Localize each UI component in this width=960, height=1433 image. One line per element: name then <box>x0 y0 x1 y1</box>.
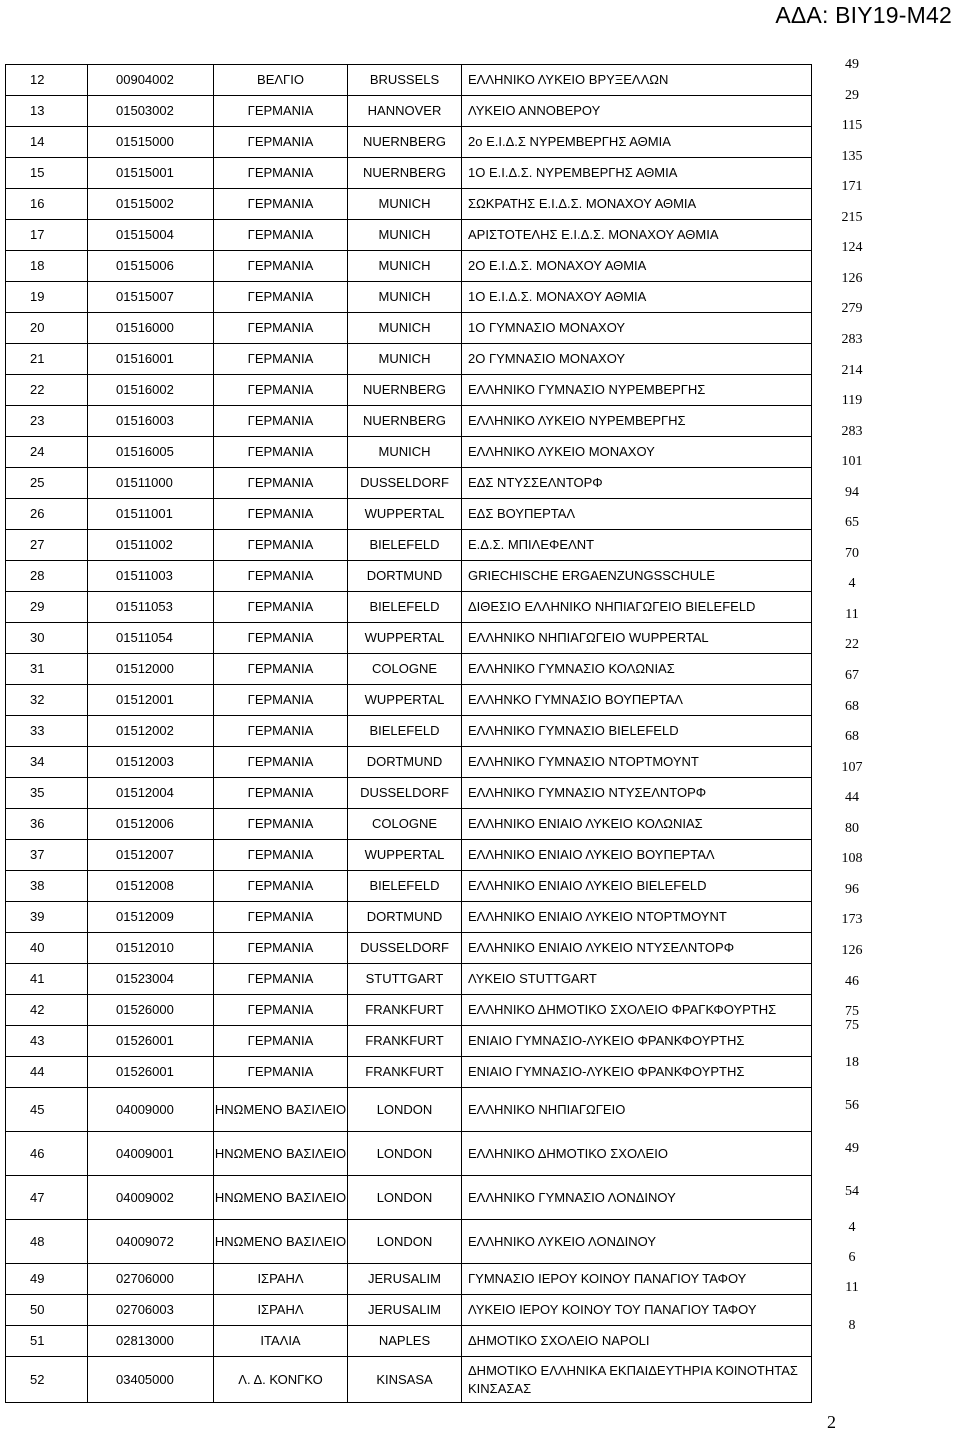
table-row <box>6 1088 812 1132</box>
table-row <box>6 220 812 251</box>
student-count: 4 <box>848 1220 856 1235</box>
student-count: 96 <box>845 882 859 897</box>
student-count: 68 <box>845 729 859 744</box>
city-cell: WUPPERTAL <box>348 840 462 871</box>
city-cell: MUNICH <box>348 437 462 468</box>
school-name-cell: ΔΗΜΟΤΙΚΟ ΕΛΛΗΝΙΚΑ ΕΚΠΑΙΔΕΥΤΗΡΙΑ ΚΟΙΝΟΤΗΤΑΣ ΚΙΝΣΑΣΑΣ <box>462 1357 812 1403</box>
country-cell: ΙΣΡΑΗΛ <box>214 1295 348 1326</box>
student-count: 215 <box>841 210 863 225</box>
row-number-cell: 16 <box>6 189 88 220</box>
city-cell: FRANKFURT <box>348 995 462 1026</box>
city-cell: MUNICH <box>348 313 462 344</box>
table-row <box>6 1026 812 1057</box>
student-count: 70 <box>845 546 859 561</box>
student-count: 135 <box>841 149 863 164</box>
school-name-cell: ΕΛΛΗΝΙΚΟ ΝΗΠΙΑΓΩΓΕΙΟ <box>462 1088 812 1132</box>
city-cell: NUERNBERG <box>348 406 462 437</box>
row-number-cell: 36 <box>6 809 88 840</box>
school-name-cell: 1Ο Ε.Ι.Δ.Σ. ΝΥΡΕΜΒΕΡΓΗΣ ΑΘΜΙΑ <box>462 158 812 189</box>
row-number-cell: 21 <box>6 344 88 375</box>
country-cell: ΙΤΑΛΙΑ <box>214 1326 348 1357</box>
row-number-cell: 47 <box>6 1176 88 1220</box>
table-row <box>6 344 812 375</box>
table-row <box>6 747 812 778</box>
school-code-cell: 01503002 <box>88 96 214 127</box>
country-cell: ΓΕΡΜΑΝΙΑ <box>214 1026 348 1057</box>
school-code-cell: 01515001 <box>88 158 214 189</box>
student-count: 29 <box>845 88 859 103</box>
school-code-cell: 01512008 <box>88 871 214 902</box>
school-code-cell: 01512003 <box>88 747 214 778</box>
city-cell: LONDON <box>348 1176 462 1220</box>
table-row <box>6 1132 812 1176</box>
country-cell: ΓΕΡΜΑΝΙΑ <box>214 499 348 530</box>
school-name-cell: ΛΥΚΕΙΟ ΙΕΡΟΥ ΚΟΙΝΟΥ ΤΟΥ ΠΑΝΑΓΙΟΥ ΤΑΦΟΥ <box>462 1295 812 1326</box>
row-number-cell: 19 <box>6 282 88 313</box>
row-number-cell: 20 <box>6 313 88 344</box>
country-cell: ΗΝΩΜΕΝΟ ΒΑΣΙΛΕΙΟ <box>214 1176 348 1220</box>
city-cell: WUPPERTAL <box>348 685 462 716</box>
school-name-cell: ΕΝΙΑΙΟ ΓΥΜΝΑΣΙΟ-ΛΥΚΕΙΟ ΦΡΑΝΚΦΟΥΡΤΗΣ <box>462 1026 812 1057</box>
country-cell: ΓΕΡΜΑΝΙΑ <box>214 840 348 871</box>
row-number-cell: 29 <box>6 592 88 623</box>
country-cell: ΓΕΡΜΑΝΙΑ <box>214 158 348 189</box>
school-name-cell: ΕΛΛΗΝΚΟ ΓΥΜΝΑΣΙΟ ΒΟΥΠΕΡΤΑΛ <box>462 685 812 716</box>
city-cell: HANNOVER <box>348 96 462 127</box>
country-cell: ΗΝΩΜΕΝΟ ΒΑΣΙΛΕΙΟ <box>214 1220 348 1264</box>
student-count: 54 <box>845 1183 859 1199</box>
school-code-cell: 01523004 <box>88 964 214 995</box>
school-name-cell: ΕΛΛΗΝΙΚΟ ΕΝΙΑΙΟ ΛΥΚΕΙΟ BIELEFELD <box>462 871 812 902</box>
student-count: 22 <box>845 637 859 652</box>
table-row <box>6 964 812 995</box>
country-cell: ΓΕΡΜΑΝΙΑ <box>214 437 348 468</box>
country-cell: ΗΝΩΜΕΝΟ ΒΑΣΙΛΕΙΟ <box>214 1088 348 1132</box>
school-name-cell: ΔΗΜΟΤΙΚΟ ΣΧΟΛΕΙΟ NAPOLI <box>462 1326 812 1357</box>
country-cell: ΓΕΡΜΑΝΙΑ <box>214 902 348 933</box>
student-count: 8 <box>848 1317 856 1333</box>
table-row <box>6 282 812 313</box>
table-row <box>6 933 812 964</box>
school-name-cell: ΕΛΛΗΝΙΚΟ ΓΥΜΝΑΣΙΟ ΝΤΟΡΤΜΟΥΝΤ <box>462 747 812 778</box>
school-code-cell: 03405000 <box>88 1357 214 1403</box>
school-code-cell: 01512000 <box>88 654 214 685</box>
school-code-cell: 01516002 <box>88 375 214 406</box>
student-count: 11 <box>845 607 859 622</box>
student-count: 283 <box>841 424 863 439</box>
school-code-cell: 01515004 <box>88 220 214 251</box>
school-name-cell: ΕΛΛΗΝΙΚΟ ΔΗΜΟΤΙΚΟ ΣΧΟΛΕΙΟ ΦΡΑΓΚΦΟΥΡΤΗΣ <box>462 995 812 1026</box>
school-name-cell: ΕΝΙΑΙΟ ΓΥΜΝΑΣΙΟ-ΛΥΚΕΙΟ ΦΡΑΝΚΦΟΥΡΤΗΣ <box>462 1057 812 1088</box>
city-cell: FRANKFURT <box>348 1026 462 1057</box>
student-count: 126 <box>841 271 863 286</box>
table-row <box>6 654 812 685</box>
school-name-cell: ΕΛΛΗΝΙΚΟ ΛΥΚΕΙΟ ΜΟΝΑΧΟΥ <box>462 437 812 468</box>
city-cell: NUERNBERG <box>348 375 462 406</box>
school-name-cell: ΕΛΛΗΝΙΚΟ ΓΥΜΝΑΣΙΟ ΛΟΝΔΙΝΟΥ <box>462 1176 812 1220</box>
row-number-cell: 48 <box>6 1220 88 1264</box>
student-count: 283 <box>841 332 863 347</box>
student-count: 67 <box>845 668 859 683</box>
school-code-cell: 01515000 <box>88 127 214 158</box>
row-number-cell: 43 <box>6 1026 88 1057</box>
school-name-cell: ΕΛΛΗΝΙΚΟ ΓΥΜΝΑΣΙΟ BIELEFELD <box>462 716 812 747</box>
city-cell: MUNICH <box>348 344 462 375</box>
school-code-cell: 01526000 <box>88 995 214 1026</box>
row-number-cell: 44 <box>6 1057 88 1088</box>
school-code-cell: 04009072 <box>88 1220 214 1264</box>
school-name-cell: 1Ο ΓΥΜΝΑΣΙΟ ΜΟΝΑΧΟΥ <box>462 313 812 344</box>
table-row <box>6 468 812 499</box>
table-row <box>6 592 812 623</box>
school-name-cell: ΕΛΛΗΝΙΚΟ ΓΥΜΝΑΣΙΟ ΚΟΛΩΝΙΑΣ <box>462 654 812 685</box>
student-count: 171 <box>841 179 863 194</box>
table-row <box>6 127 812 158</box>
school-name-cell: ΕΛΛΗΝΙΚΟ ΛΥΚΕΙΟ ΛΟΝΔΙΝΟΥ <box>462 1220 812 1264</box>
student-count: 124 <box>841 240 863 255</box>
country-cell: ΓΕΡΜΑΝΙΑ <box>214 809 348 840</box>
table-row <box>6 499 812 530</box>
city-cell: KINSASA <box>348 1357 462 1403</box>
row-number-cell: 27 <box>6 530 88 561</box>
school-code-cell: 01511002 <box>88 530 214 561</box>
country-cell: ΓΕΡΜΑΝΙΑ <box>214 530 348 561</box>
student-count: 119 <box>841 393 863 408</box>
country-cell: ΓΕΡΜΑΝΙΑ <box>214 871 348 902</box>
country-cell: ΓΕΡΜΑΝΙΑ <box>214 251 348 282</box>
row-number-cell: 22 <box>6 375 88 406</box>
table-row <box>6 561 812 592</box>
country-cell: ΓΕΡΜΑΝΙΑ <box>214 654 348 685</box>
table-row <box>6 65 812 96</box>
city-cell: WUPPERTAL <box>348 623 462 654</box>
ada-header: ΑΔΑ: ΒΙΥ19-Μ42 <box>775 2 952 28</box>
school-code-cell: 01511000 <box>88 468 214 499</box>
row-number-cell: 18 <box>6 251 88 282</box>
student-count: 101 <box>841 454 863 469</box>
student-count: 75 <box>845 1004 859 1019</box>
school-code-cell: 01511054 <box>88 623 214 654</box>
row-number-cell: 46 <box>6 1132 88 1176</box>
school-name-cell: 2ο Ε.Ι.Δ.Σ ΝΥΡΕΜΒΕΡΓΗΣ ΑΘΜΙΑ <box>462 127 812 158</box>
school-name-cell: ΕΛΛΗΝΙΚΟ ΛΥΚΕΙΟ ΝΥΡΕΜΒΕΡΓΗΣ <box>462 406 812 437</box>
student-count: 75 <box>845 1018 859 1033</box>
country-cell: ΓΕΡΜΑΝΙΑ <box>214 406 348 437</box>
city-cell: MUNICH <box>348 251 462 282</box>
school-code-cell: 02813000 <box>88 1326 214 1357</box>
country-cell: ΓΕΡΜΑΝΙΑ <box>214 344 348 375</box>
table-row <box>6 809 812 840</box>
schools-table <box>5 64 812 1403</box>
country-cell: ΙΣΡΑΗΛ <box>214 1264 348 1295</box>
school-name-cell: ΕΛΛΗΝΙΚΟ ΔΗΜΟΤΙΚΟ ΣΧΟΛΕΙΟ <box>462 1132 812 1176</box>
row-number-cell: 37 <box>6 840 88 871</box>
table-row <box>6 96 812 127</box>
country-cell: ΓΕΡΜΑΝΙΑ <box>214 778 348 809</box>
school-code-cell: 01511053 <box>88 592 214 623</box>
student-count: 56 <box>845 1097 859 1113</box>
school-code-cell: 01515002 <box>88 189 214 220</box>
student-count: 6 <box>848 1250 856 1265</box>
city-cell: BIELEFELD <box>348 592 462 623</box>
city-cell: DORTMUND <box>348 561 462 592</box>
country-cell: ΓΕΡΜΑΝΙΑ <box>214 189 348 220</box>
student-count: 18 <box>845 1054 859 1070</box>
school-code-cell: 04009001 <box>88 1132 214 1176</box>
table-row <box>6 1326 812 1357</box>
school-name-cell: 2Ο Ε.Ι.Δ.Σ. ΜΟΝΑΧΟΥ ΑΘΜΙΑ <box>462 251 812 282</box>
city-cell: DUSSELDORF <box>348 933 462 964</box>
school-name-cell: ΕΛΛΗΝΙΚΟ ΓΥΜΝΑΣΙΟ ΝΤΥΣΕΛΝΤΟΡΦ <box>462 778 812 809</box>
school-code-cell: 01511001 <box>88 499 214 530</box>
row-number-cell: 42 <box>6 995 88 1026</box>
row-number-cell: 33 <box>6 716 88 747</box>
table-row <box>6 1295 812 1326</box>
school-code-cell: 01515007 <box>88 282 214 313</box>
row-number-cell: 23 <box>6 406 88 437</box>
school-code-cell: 01512006 <box>88 809 214 840</box>
city-cell: DUSSELDORF <box>348 778 462 809</box>
school-code-cell: 01512009 <box>88 902 214 933</box>
city-cell: NAPLES <box>348 1326 462 1357</box>
table-row <box>6 437 812 468</box>
city-cell: COLOGNE <box>348 654 462 685</box>
row-number-cell: 39 <box>6 902 88 933</box>
row-number-cell: 40 <box>6 933 88 964</box>
row-number-cell: 15 <box>6 158 88 189</box>
country-cell: Λ. Δ. ΚΟΝΓΚΟ <box>214 1357 348 1403</box>
school-name-cell: ΛΥΚΕΙΟ ΑΝΝΟΒΕΡΟΥ <box>462 96 812 127</box>
school-name-cell: ΕΛΛΗΝΙΚΟ ΕΝΙΑΙΟ ΛΥΚΕΙΟ ΒΟΥΠΕΡΤΑΛ <box>462 840 812 871</box>
row-number-cell: 52 <box>6 1357 88 1403</box>
row-number-cell: 30 <box>6 623 88 654</box>
table-row <box>6 840 812 871</box>
school-code-cell: 01512002 <box>88 716 214 747</box>
table-row <box>6 995 812 1026</box>
school-code-cell: 01526001 <box>88 1057 214 1088</box>
country-cell: ΓΕΡΜΑΝΙΑ <box>214 747 348 778</box>
row-number-cell: 12 <box>6 65 88 96</box>
school-name-cell: ΕΔΣ ΝΤΥΣΣΕΛΝΤΟΡΦ <box>462 468 812 499</box>
table-row <box>6 1357 812 1403</box>
row-number-cell: 14 <box>6 127 88 158</box>
student-count: 126 <box>841 943 863 958</box>
school-name-cell: ΕΛΛΗΝΙΚΟ ΓΥΜΝΑΣΙΟ ΝΥΡΕΜΒΕΡΓΗΣ <box>462 375 812 406</box>
school-name-cell: ΕΛΛΗΝΙΚΟ ΝΗΠΙΑΓΩΓΕΙΟ WUPPERTAL <box>462 623 812 654</box>
school-name-cell: ΓΥΜΝΑΣΙΟ ΙΕΡΟΥ ΚΟΙΝΟΥ ΠΑΝΑΓΙΟΥ ΤΑΦΟΥ <box>462 1264 812 1295</box>
table-row <box>6 251 812 282</box>
school-code-cell: 01516000 <box>88 313 214 344</box>
country-cell: ΓΕΡΜΑΝΙΑ <box>214 375 348 406</box>
row-number-cell: 49 <box>6 1264 88 1295</box>
school-code-cell: 01516003 <box>88 406 214 437</box>
city-cell: DUSSELDORF <box>348 468 462 499</box>
row-number-cell: 25 <box>6 468 88 499</box>
table-row <box>6 716 812 747</box>
table-row <box>6 685 812 716</box>
city-cell: BRUSSELS <box>348 65 462 96</box>
student-count: 44 <box>845 790 859 805</box>
school-name-cell: ΕΛΛΗΝΙΚΟ ΛΥΚΕΙΟ ΒΡΥΞΕΛΛΩΝ <box>462 65 812 96</box>
table-row <box>6 778 812 809</box>
student-count: 214 <box>841 363 863 378</box>
country-cell: ΓΕΡΜΑΝΙΑ <box>214 964 348 995</box>
school-code-cell: 00904002 <box>88 65 214 96</box>
row-number-cell: 41 <box>6 964 88 995</box>
city-cell: FRANKFURT <box>348 1057 462 1088</box>
city-cell: NUERNBERG <box>348 158 462 189</box>
school-name-cell: ΔΙΘΕΣΙΟ ΕΛΛΗΝΙΚΟ ΝΗΠΙΑΓΩΓΕΙΟ BIELEFELD <box>462 592 812 623</box>
school-name-cell: ΕΔΣ ΒΟΥΠΕΡΤΑΛ <box>462 499 812 530</box>
city-cell: COLOGNE <box>348 809 462 840</box>
country-cell: ΓΕΡΜΑΝΙΑ <box>214 933 348 964</box>
table-row <box>6 623 812 654</box>
table-row <box>6 1264 812 1295</box>
row-number-cell: 26 <box>6 499 88 530</box>
student-count: 173 <box>841 912 863 927</box>
city-cell: LONDON <box>348 1132 462 1176</box>
country-cell: ΓΕΡΜΑΝΙΑ <box>214 282 348 313</box>
city-cell: MUNICH <box>348 220 462 251</box>
school-code-cell: 01512001 <box>88 685 214 716</box>
table-row <box>6 871 812 902</box>
student-count: 68 <box>845 699 859 714</box>
city-cell: JERUSALIM <box>348 1295 462 1326</box>
country-cell: ΓΕΡΜΑΝΙΑ <box>214 96 348 127</box>
table-row <box>6 530 812 561</box>
city-cell: MUNICH <box>348 189 462 220</box>
country-cell: ΓΕΡΜΑΝΙΑ <box>214 685 348 716</box>
city-cell: BIELEFELD <box>348 716 462 747</box>
country-cell: ΗΝΩΜΕΝΟ ΒΑΣΙΛΕΙΟ <box>214 1132 348 1176</box>
school-code-cell: 01516005 <box>88 437 214 468</box>
country-cell: ΓΕΡΜΑΝΙΑ <box>214 995 348 1026</box>
city-cell: LONDON <box>348 1220 462 1264</box>
row-number-cell: 32 <box>6 685 88 716</box>
school-name-cell: 1Ο Ε.Ι.Δ.Σ. ΜΟΝΑΧΟΥ ΑΘΜΙΑ <box>462 282 812 313</box>
student-count: 94 <box>845 485 859 500</box>
row-number-cell: 28 <box>6 561 88 592</box>
country-cell: ΓΕΡΜΑΝΙΑ <box>214 623 348 654</box>
school-name-cell: ΕΛΛΗΝΙΚΟ ΕΝΙΑΙΟ ΛΥΚΕΙΟ ΝΤΟΡΤΜΟΥΝΤ <box>462 902 812 933</box>
row-number-cell: 17 <box>6 220 88 251</box>
student-count: 108 <box>841 851 863 866</box>
school-code-cell: 02706003 <box>88 1295 214 1326</box>
row-number-cell: 24 <box>6 437 88 468</box>
school-code-cell: 04009000 <box>88 1088 214 1132</box>
city-cell: WUPPERTAL <box>348 499 462 530</box>
school-name-cell: GRIECHISCHE ERGAENZUNGSSCHULE <box>462 561 812 592</box>
country-cell: ΓΕΡΜΑΝΙΑ <box>214 127 348 158</box>
student-count: 80 <box>845 821 859 836</box>
school-code-cell: 01526001 <box>88 1026 214 1057</box>
student-count: 49 <box>845 57 859 72</box>
city-cell: STUTTGART <box>348 964 462 995</box>
city-cell: NUERNBERG <box>348 127 462 158</box>
city-cell: BIELEFELD <box>348 871 462 902</box>
row-number-cell: 38 <box>6 871 88 902</box>
table-row <box>6 313 812 344</box>
school-name-cell: Ε.Δ.Σ. ΜΠΙΛΕΦΕΛΝΤ <box>462 530 812 561</box>
row-number-cell: 35 <box>6 778 88 809</box>
country-cell: ΓΕΡΜΑΝΙΑ <box>214 1057 348 1088</box>
city-cell: DORTMUND <box>348 902 462 933</box>
school-code-cell: 02706000 <box>88 1264 214 1295</box>
school-name-cell: ΣΩΚΡΑΤΗΣ Ε.Ι.Δ.Σ. ΜΟΝΑΧΟΥ ΑΘΜΙΑ <box>462 189 812 220</box>
table-row <box>6 189 812 220</box>
school-code-cell: 01515006 <box>88 251 214 282</box>
student-count: 46 <box>845 974 859 989</box>
row-number-cell: 51 <box>6 1326 88 1357</box>
table-row <box>6 1057 812 1088</box>
row-number-cell: 13 <box>6 96 88 127</box>
country-cell: ΓΕΡΜΑΝΙΑ <box>214 313 348 344</box>
school-name-cell: ΑΡΙΣΤΟΤΕΛΗΣ Ε.Ι.Δ.Σ. ΜΟΝΑΧΟΥ ΑΘΜΙΑ <box>462 220 812 251</box>
country-cell: ΓΕΡΜΑΝΙΑ <box>214 716 348 747</box>
city-cell: DORTMUND <box>348 747 462 778</box>
school-name-cell: 2Ο ΓΥΜΝΑΣΙΟ ΜΟΝΑΧΟΥ <box>462 344 812 375</box>
row-number-cell: 31 <box>6 654 88 685</box>
country-cell: ΒΕΛΓΙΟ <box>214 65 348 96</box>
table-row <box>6 375 812 406</box>
country-cell: ΓΕΡΜΑΝΙΑ <box>214 468 348 499</box>
school-code-cell: 01511003 <box>88 561 214 592</box>
city-cell: JERUSALIM <box>348 1264 462 1295</box>
school-code-cell: 04009002 <box>88 1176 214 1220</box>
country-cell: ΓΕΡΜΑΝΙΑ <box>214 592 348 623</box>
student-count: 49 <box>845 1140 859 1156</box>
table-row <box>6 1220 812 1264</box>
table-row <box>6 902 812 933</box>
row-number-cell: 34 <box>6 747 88 778</box>
country-cell: ΓΕΡΜΑΝΙΑ <box>214 561 348 592</box>
school-code-cell: 01512010 <box>88 933 214 964</box>
table-row <box>6 406 812 437</box>
student-count: 65 <box>845 515 859 530</box>
country-cell: ΓΕΡΜΑΝΙΑ <box>214 220 348 251</box>
student-count: 115 <box>841 118 863 133</box>
row-number-cell: 45 <box>6 1088 88 1132</box>
table-row <box>6 1176 812 1220</box>
city-cell: LONDON <box>348 1088 462 1132</box>
city-cell: BIELEFELD <box>348 530 462 561</box>
school-code-cell: 01512007 <box>88 840 214 871</box>
school-code-cell: 01512004 <box>88 778 214 809</box>
city-cell: MUNICH <box>348 282 462 313</box>
student-count: 4 <box>848 576 856 591</box>
student-count: 107 <box>841 760 863 775</box>
school-name-cell: ΛΥΚΕΙΟ STUTTGART <box>462 964 812 995</box>
student-count: 279 <box>841 301 863 316</box>
table-row <box>6 158 812 189</box>
school-name-cell: ΕΛΛΗΝΙΚΟ ΕΝΙΑΙΟ ΛΥΚΕΙΟ ΝΤΥΣΕΛΝΤΟΡΦ <box>462 933 812 964</box>
school-name-cell: ΕΛΛΗΝΙΚΟ ΕΝΙΑΙΟ ΛΥΚΕΙΟ ΚΟΛΩΝΙΑΣ <box>462 809 812 840</box>
row-number-cell: 50 <box>6 1295 88 1326</box>
student-count: 11 <box>845 1280 859 1295</box>
page-number: 2 <box>827 1412 836 1432</box>
school-code-cell: 01516001 <box>88 344 214 375</box>
